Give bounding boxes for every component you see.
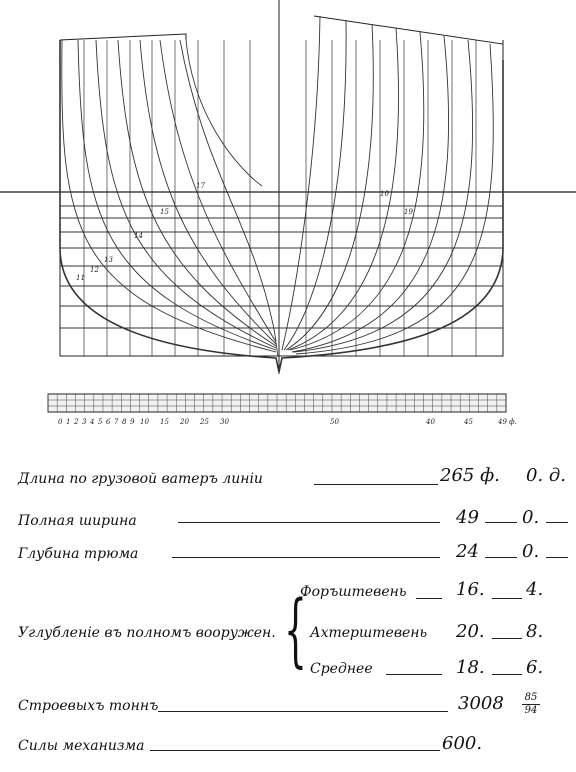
fore-inches: 4. bbox=[526, 579, 544, 600]
scale-tick-label: 9 bbox=[130, 418, 135, 426]
scale-tick-label: 1 bbox=[66, 418, 71, 426]
depth-tail bbox=[546, 557, 568, 558]
mean-feet: 18. bbox=[456, 657, 485, 678]
mean-label: Среднее bbox=[310, 661, 373, 677]
fore-section-8 bbox=[296, 44, 493, 354]
aft-inches: 8. bbox=[526, 621, 544, 642]
length-value: 265 ф. bbox=[440, 465, 500, 486]
sheer-left bbox=[60, 34, 186, 40]
power-label: Силы механизма bbox=[18, 738, 145, 754]
fore-section-4 bbox=[288, 28, 399, 350]
width-inches: 0. bbox=[522, 507, 540, 528]
width-label: Полная ширина bbox=[18, 513, 137, 529]
aft-section-7 bbox=[180, 40, 278, 356]
mean-dash bbox=[492, 674, 522, 675]
power-value: 600. bbox=[442, 733, 483, 754]
hull-lines bbox=[60, 16, 503, 372]
scale-tick-label: 49 ф. bbox=[498, 418, 517, 426]
length-label: Длина по грузовой ватеръ линіи bbox=[18, 471, 263, 487]
scale-tick-label: 20 bbox=[180, 418, 189, 426]
tonnage-frac-den: 94 bbox=[524, 705, 538, 716]
mean-rule bbox=[386, 674, 442, 675]
fore-dash bbox=[492, 598, 522, 599]
fore-section-6 bbox=[292, 36, 449, 352]
scale-tick-label: 40 bbox=[426, 418, 435, 426]
station-mark: 14 bbox=[134, 232, 143, 240]
station-mark: 17 bbox=[196, 182, 205, 190]
depth-inches: 0. bbox=[522, 541, 540, 562]
scale-tick-label: 45 bbox=[464, 418, 473, 426]
draft-label: Углубленіе въ полномъ вооружен. bbox=[18, 625, 276, 641]
fore-feet: 16. bbox=[456, 579, 485, 600]
tonnage-frac-num: 85 bbox=[522, 693, 540, 705]
scale-tick-label: 8 bbox=[122, 418, 127, 426]
scale-tick-label: 6 bbox=[106, 418, 111, 426]
scale-tick-label: 2 bbox=[74, 418, 79, 426]
aft-label: Ахтерштевень bbox=[310, 625, 428, 641]
station-mark: 10 bbox=[380, 190, 389, 198]
fore-section-2 bbox=[284, 20, 346, 350]
width-dash bbox=[485, 522, 517, 523]
hull-outline-right bbox=[279, 60, 503, 372]
scale-tick-label: 7 bbox=[114, 418, 119, 426]
scale-tick-label: 4 bbox=[90, 418, 95, 426]
fore-rule bbox=[416, 598, 442, 599]
frame-left bbox=[60, 40, 279, 356]
aft-feet: 20. bbox=[456, 621, 485, 642]
fore-section-3 bbox=[286, 24, 373, 350]
scale-tick-label: 50 bbox=[330, 418, 339, 426]
scale-tick-label: 25 bbox=[200, 418, 209, 426]
station-mark: 19 bbox=[404, 208, 413, 216]
depth-feet: 24 bbox=[456, 541, 479, 562]
scale-tick-label: 15 bbox=[160, 418, 169, 426]
station-mark: 15 bbox=[160, 208, 169, 216]
fore-section-1 bbox=[282, 16, 320, 350]
tonnage-value: 3008 bbox=[458, 693, 504, 714]
draft-brace: { bbox=[284, 583, 307, 676]
tonnage-rule bbox=[158, 711, 448, 712]
sheer-right bbox=[314, 16, 503, 60]
width-feet: 49 bbox=[456, 507, 479, 528]
power-rule bbox=[150, 750, 440, 751]
depth-dash bbox=[485, 557, 517, 558]
scale-bar bbox=[48, 394, 517, 426]
scale-tick-label: 10 bbox=[140, 418, 149, 426]
depth-rule bbox=[172, 557, 440, 558]
scale-tick-label: 3 bbox=[82, 418, 87, 426]
width-tail bbox=[546, 522, 568, 523]
station-mark: 11 bbox=[76, 274, 85, 282]
aft-section-2 bbox=[78, 40, 276, 350]
aft-section-6 bbox=[160, 40, 276, 342]
station-mark: 12 bbox=[90, 266, 99, 274]
length-inches: 0. д. bbox=[526, 465, 567, 486]
length-rule bbox=[314, 484, 438, 485]
tonnage-fraction bbox=[522, 693, 540, 716]
mean-inches: 6. bbox=[526, 657, 544, 678]
depth-label: Глубина трюма bbox=[18, 546, 139, 562]
fore-label: Форъштевень bbox=[300, 584, 407, 600]
scale-tick-label: 30 bbox=[220, 418, 229, 426]
aft-dash bbox=[492, 638, 522, 639]
width-rule bbox=[178, 522, 440, 523]
hull-frame bbox=[0, 0, 576, 374]
frame-right bbox=[279, 40, 503, 356]
aft-section-1 bbox=[62, 40, 276, 352]
scale-tick-label: 5 bbox=[98, 418, 103, 426]
scale-tick-label: 0 bbox=[58, 418, 63, 426]
aft-section-3 bbox=[96, 40, 276, 348]
station-mark: 13 bbox=[104, 256, 113, 264]
tonnage-label: Строевыхъ тоннъ bbox=[18, 698, 159, 714]
